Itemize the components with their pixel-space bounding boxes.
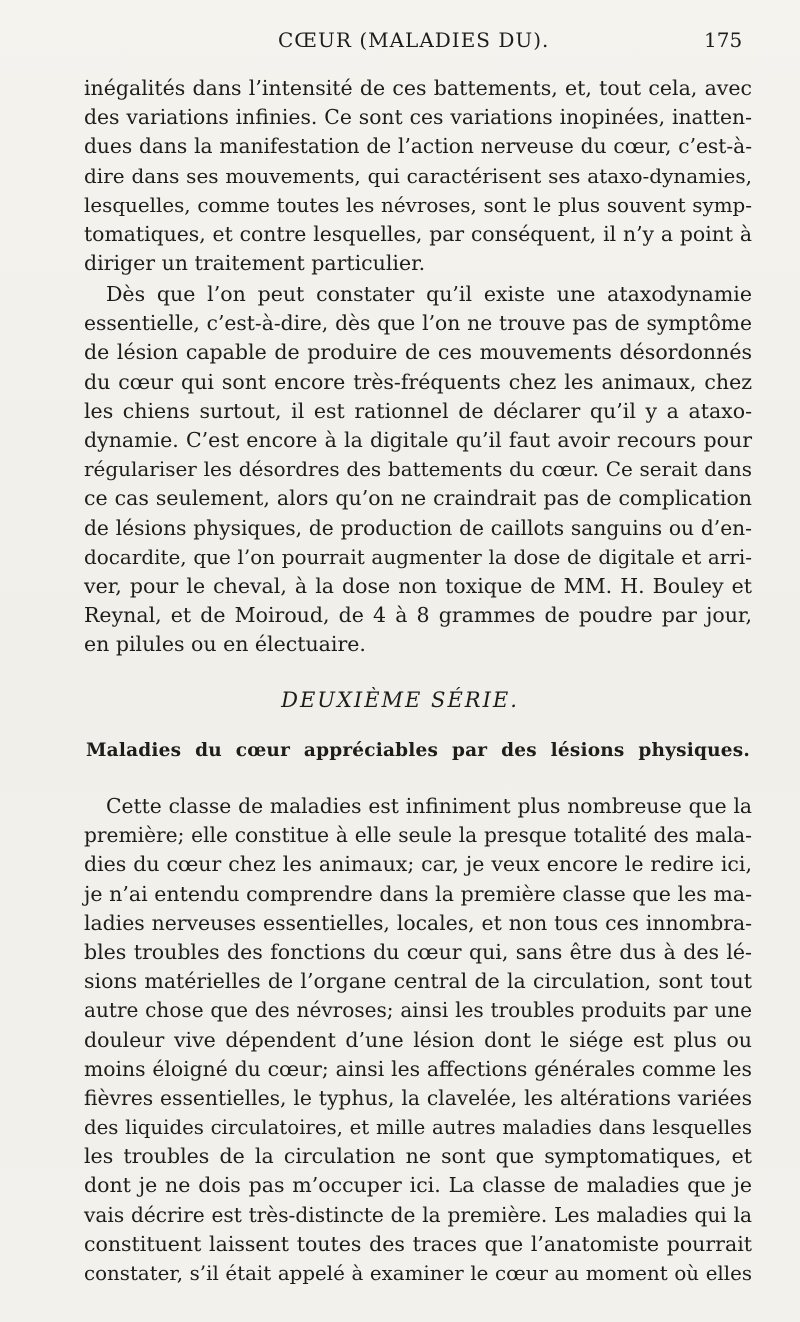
- paragraph-3: [84, 792, 752, 1288]
- text-line: sions matérielles de l’organe central de la circulation, sont tout: [84, 969, 752, 994]
- text-line: vais décrire est très-distincte de la première. Les maladies qui la: [84, 1202, 752, 1227]
- paragraph-1: [84, 74, 752, 278]
- text-line: dire dans ses mouvements, qui caractérisent ses ataxo-dynamies,: [84, 163, 752, 188]
- text-line: du cœur qui sont encore très-fréquents chez les animaux, chez: [84, 369, 752, 394]
- text-line: les chiens surtout, il est rationnel de déclarer qu’il y a ataxo-: [84, 398, 752, 423]
- text-line: de lésions physiques, de production de caillots sanguins ou d’en-: [84, 515, 752, 540]
- text-line: dont je ne dois pas m’occuper ici. La classe de maladies que je: [84, 1173, 752, 1198]
- text-line: régulariser les désordres des battements du cœur. Ce serait dans: [84, 457, 752, 482]
- text-line: Reynal, et de Moiroud, de 4 à 8 grammes de poudre par jour,: [84, 603, 752, 628]
- page-header: [0, 28, 800, 58]
- text-line: des variations infinies. Ce sont ces variations inopinées, inatten-: [84, 105, 752, 130]
- text-line: autre chose que des névroses; ainsi les troubles produits par une: [84, 998, 752, 1023]
- text-line: bles troubles des fonctions du cœur qui, sans être dus à des lé-: [84, 939, 752, 964]
- text-line: inégalités dans l’intensité de ces battements, et, tout cela, avec: [84, 76, 752, 100]
- text-line: lesquelles, comme toutes les névroses, sont le plus souvent symp-: [84, 193, 752, 217]
- page-number: 175: [704, 28, 743, 52]
- series-title: DEUXIÈME SÉRIE.: [281, 688, 519, 712]
- section-heading: Maladies du cœur appréciables par des lésions physiques.: [86, 740, 750, 761]
- paragraph-2: [84, 280, 752, 659]
- text-line: des liquides circulatoires, et mille autres maladies dans lesquelles: [84, 1116, 752, 1140]
- text-line: Dès que l’on peut constater qu’il existe une ataxodynamie: [106, 282, 752, 306]
- text-line: moins éloigné du cœur; ainsi les affections générales comme les: [84, 1056, 752, 1081]
- text-line: constater, s’il était appelé à examiner le cœur au moment où elles: [84, 1262, 752, 1285]
- text-line: ver, pour le cheval, à la dose non toxique de MM. H. Bouley et: [84, 573, 752, 598]
- text-line: fièvres essentielles, le typhus, la clavelée, les altérations variées: [84, 1085, 752, 1110]
- text-line: ladies nerveuses essentielles, locales, et non tous ces innombra-: [84, 910, 752, 935]
- text-line: tomatiques, et contre lesquelles, par conséquent, il n’y a point à: [84, 221, 752, 246]
- text-line: de lésion capable de produire de ces mouvements désordonnés: [84, 340, 752, 365]
- text-line: dies du cœur chez les animaux; car, je veux encore le redire ici,: [84, 852, 752, 877]
- text-line: première; elle constitue à elle seule la presque totalité des mala-: [84, 823, 752, 848]
- text-line: docardite, que l’on pourrait augmenter la dose de digitale et arri-: [84, 544, 752, 569]
- text-line: en pilules ou en électuaire.: [84, 632, 366, 657]
- text-line: ce cas seulement, alors qu’on ne craindrait pas de complication: [84, 486, 752, 511]
- text-line: diriger un traitement particulier.: [84, 251, 426, 276]
- running-title: CŒUR (MALADIES DU).: [278, 28, 550, 52]
- text-line: les troubles de la circulation ne sont que symptomatiques, et: [84, 1144, 752, 1169]
- text-line: constituent laissent toutes des traces que l’anatomiste pourrait: [84, 1231, 752, 1256]
- text-line: douleur vive dépendent d’une lésion dont le siége est plus ou: [84, 1027, 752, 1052]
- text-line: dues dans la manifestation de l’action nerveuse du cœur, c’est-à-: [84, 134, 752, 159]
- text-line: Cette classe de maladies est infiniment plus nombreuse que la: [106, 794, 752, 818]
- text-line: dynamie. C’est encore à la digitale qu’il faut avoir recours pour: [84, 427, 752, 452]
- text-line: essentielle, c’est-à-dire, dès que l’on ne trouve pas de symptôme: [84, 311, 752, 336]
- text-line: je n’ai entendu comprendre dans la première classe que les ma-: [84, 881, 752, 906]
